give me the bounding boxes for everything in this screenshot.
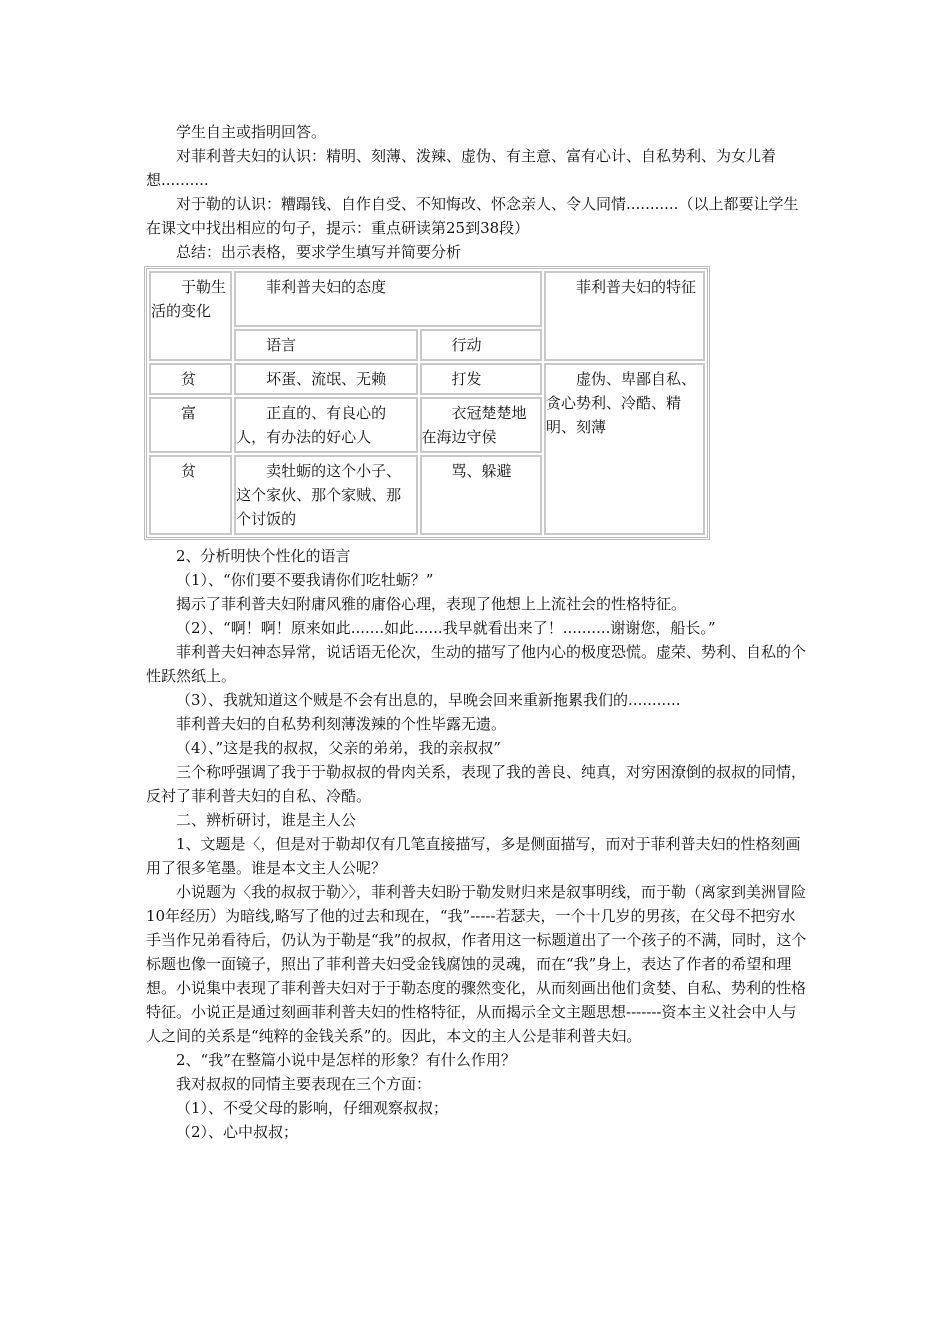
summary-table — [144, 266, 710, 540]
paragraph: （1）、不受父母的影响，仔细观察叔叔； — [176, 1099, 449, 1117]
header-attitude: 菲利普夫妇的态度 — [234, 271, 542, 327]
paragraph: （2）、心中叔叔； — [176, 1123, 299, 1141]
paragraph: 总结：出示表格，要求学生填写并简要分析 — [176, 243, 462, 261]
row2-language: 正直的、有良心的人，有办法的好心人 — [234, 397, 417, 453]
paragraph: 菲利普夫妇的自私势利刻薄泼辣的个性毕露无遗。 — [176, 715, 507, 733]
paragraph: 1、文题是〈，但是对于勒却仅有几笔直接描写，多是侧面描写，而对于菲利普夫妇的性格刻画用了很多笔墨。谁是本文主人公呢？ — [146, 835, 801, 877]
document-page — [146, 120, 808, 1144]
row1-action: 打发 — [420, 363, 542, 395]
header-language: 语言 — [234, 329, 417, 361]
paragraph: 2、分析明快个性化的语言 — [176, 547, 351, 565]
row3-state: 贫 — [149, 455, 232, 535]
paragraph: 学生自主或指明回答。 — [176, 123, 327, 141]
body-text — [146, 544, 808, 1144]
paragraph: 2、“我”在整篇小说中是怎样的形象？有什么作用？ — [176, 1051, 516, 1069]
paragraph: 小说题为〈我的叔叔于勒〉〉，菲利普夫妇盼于勒发财归来是叙事明线，而于勒（离家到美洲冒险10年经历）为暗线,略写了他的过去和现在，“我”-----若瑟夫，一个十几岁的男孩，在父母不把穷水手当作兄弟看待后，仍认为于勒是“我”的叔叔，作者用这一标题道出了一个孩子的不满，同时，这个标题也像一面镜子，照出了菲利普夫妇受金钱腐蚀的灵魂，而在“我”身上，表达了作者的希望和理想。小说集中表现了菲利普夫妇对于于勒态度的骤然变化，从而刻画出他们贪婪、自私、势利的性格特征。小说正是通过刻画菲利普夫妇的性格特征，从而揭示全文主题思想-------资本主义社会中人与人之间的关系是“纯粹的金钱关系”的。因此，本文的主人公是菲利普夫妇。 — [146, 883, 807, 1045]
row3-language: 卖牡蛎的这个小子、这个家伙、那个家贼、那个讨饭的 — [234, 455, 417, 535]
row3-action: 骂、躲避 — [420, 455, 542, 535]
header-traits: 菲利普夫妇的特征 — [544, 271, 705, 361]
paragraph: （2）、“啊！啊！原来如此.......如此......我早就看出来了！..........谢谢您，船长。” — [176, 619, 716, 637]
header-life-change: 于勒生活的变化 — [149, 271, 232, 361]
paragraph: 对于勒的认识：糟蹋钱、自作自受、不知悔改、怀念亲人、令人同情...........（以上都要让学生在课文中找出相应的句子，提示：重点研读第25到38段） — [146, 195, 799, 237]
paragraph: 揭示了菲利普夫妇附庸风雅的庸俗心理，表现了他想上上流社会的性格特征。 — [176, 595, 687, 613]
paragraph: （3）、我就知道这个贼是不会有出息的，早晚会回来重新拖累我们的........... — [176, 691, 681, 709]
paragraph: 菲利普夫妇神态异常，说话语无伦次，生动的描写了他内心的极度恐慌。虚荣、势利、自私的个性跃然纸上。 — [146, 643, 807, 685]
row2-action: 衣冠楚楚地在海边守侯 — [420, 397, 542, 453]
paragraph: 三个称呼强调了我于于勒叔叔的骨肉关系，表现了我的善良、纯真，对穷困潦倒的叔叔的同情，反衬了菲利普夫妇的自私、冷酷。 — [146, 763, 807, 805]
section-heading: 二、辨析研讨，谁是主人公 — [176, 811, 357, 829]
paragraph: （1）、“你们要不要我请你们吃牡蛎？” — [176, 571, 434, 589]
row1-state: 贫 — [149, 363, 232, 395]
header-action: 行动 — [420, 329, 542, 361]
paragraph: 对菲利普夫妇的认识：精明、刻薄、泼辣、虚伪、有主意、富有心计、自私势利、为女儿着想.......... — [146, 147, 777, 189]
traits-cell: 虚伪、卑鄙自私、贪心势利、冷酷、精明、刻薄 — [544, 363, 705, 535]
row2-state: 富 — [149, 397, 232, 453]
paragraph: 我对叔叔的同情主要表现在三个方面： — [176, 1075, 432, 1093]
row1-language: 坏蛋、流氓、无赖 — [234, 363, 417, 395]
paragraph: （4）、”这是我的叔叔，父亲的弟弟，我的亲叔叔” — [176, 739, 501, 757]
